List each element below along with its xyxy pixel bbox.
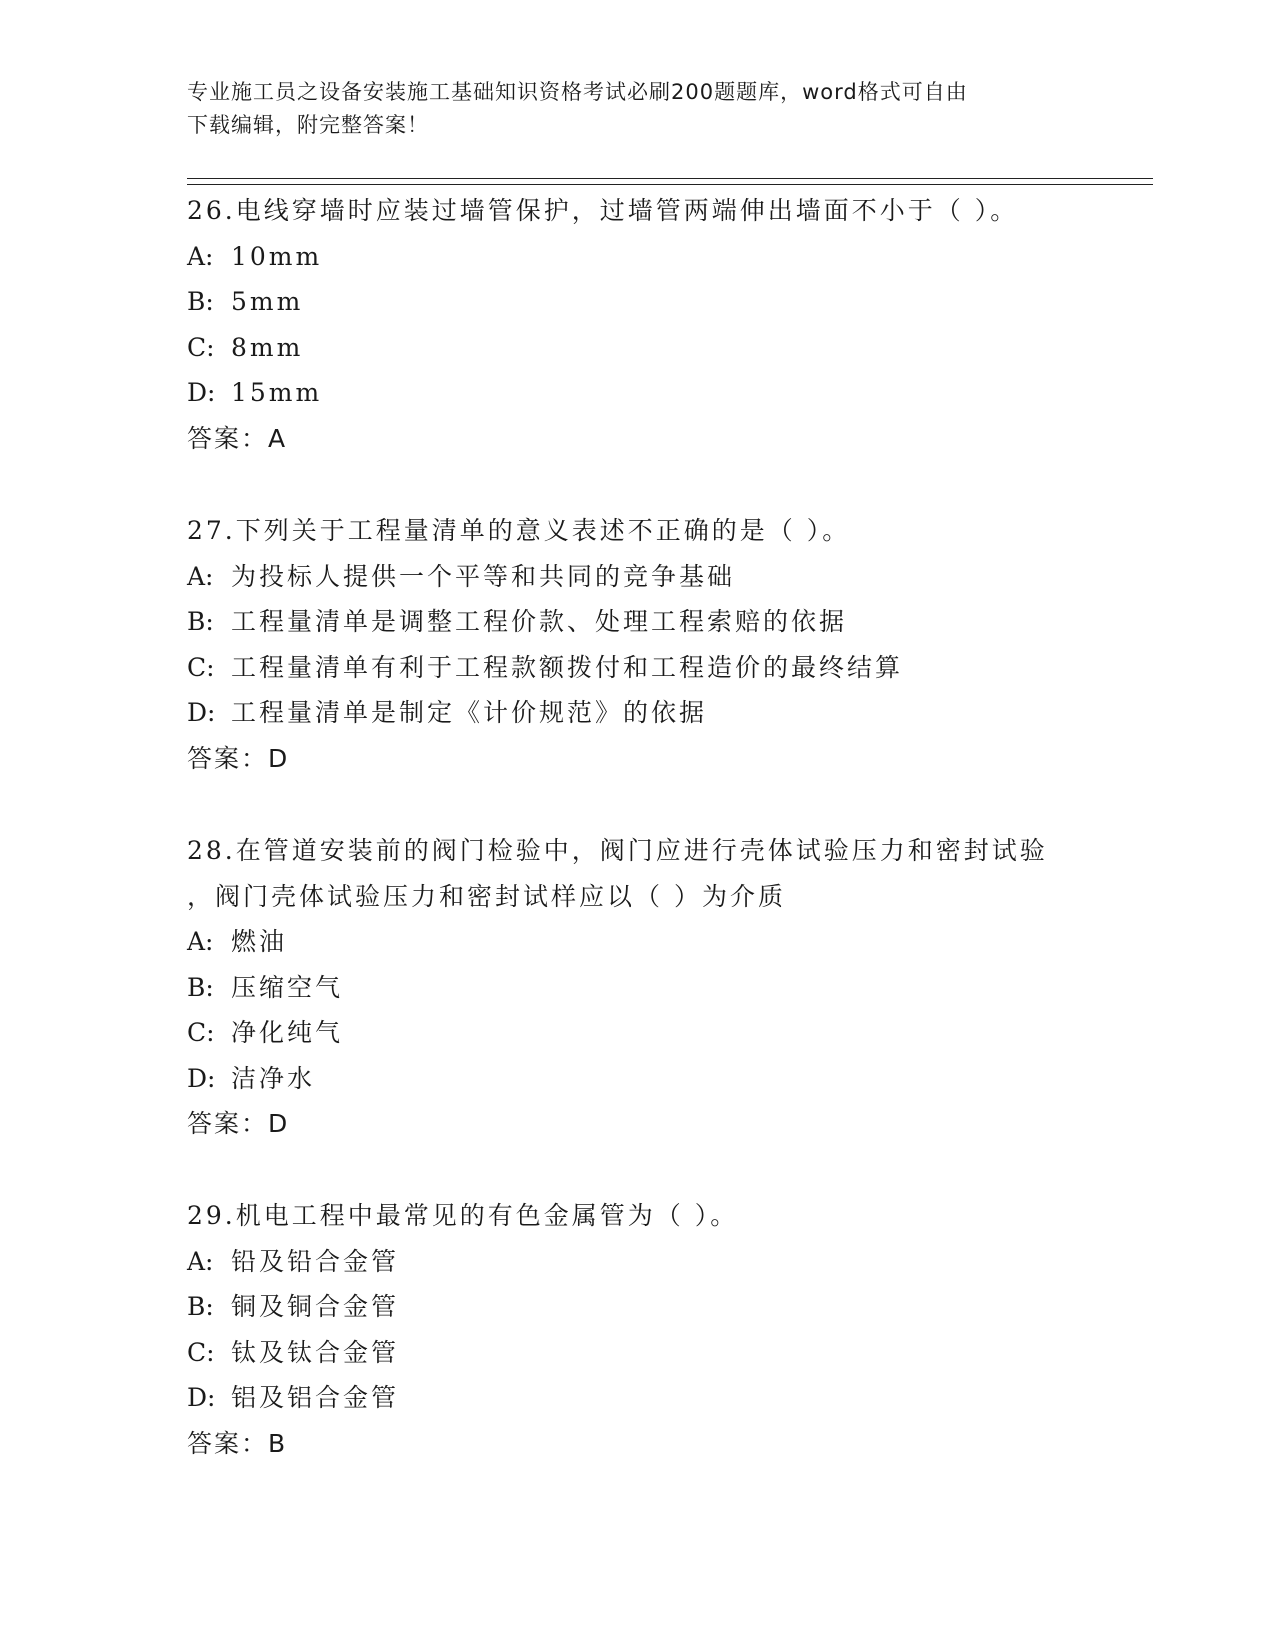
- option-key: D:: [187, 378, 216, 407]
- question-stem-line-1: 28.在管道安装前的阀门检验中，阀门应进行壳体试验压力和密封试验: [187, 836, 1048, 865]
- option-a: [187, 554, 1087, 600]
- option-key: D:: [187, 1383, 216, 1412]
- option-d: [187, 370, 1087, 416]
- option-text: 净化纯气: [231, 1018, 344, 1047]
- question-28: [187, 828, 1087, 1147]
- question-29: [187, 1193, 1087, 1466]
- question-27: [187, 508, 1087, 781]
- question-stem: 27.下列关于工程量清单的意义表述不正确的是（ ）。: [187, 516, 851, 545]
- option-key: C:: [187, 1018, 215, 1047]
- question-stem: 26.电线穿墙时应装过墙管保护，过墙管两端伸出墙面不小于（ ）。: [187, 196, 1019, 225]
- option-key: B:: [187, 287, 214, 316]
- answer-line: 答案：D: [187, 743, 290, 773]
- option-text: 10mm: [231, 241, 323, 271]
- option-key: B:: [187, 607, 214, 636]
- option-b: [187, 599, 1087, 645]
- option-text: 5mm: [231, 287, 304, 316]
- option-c: [187, 325, 1087, 371]
- option-key: D:: [187, 1063, 216, 1093]
- option-b: [187, 965, 1087, 1011]
- question-26: [187, 188, 1087, 461]
- option-key: B:: [187, 1292, 214, 1321]
- option-text: 压缩空气: [231, 972, 344, 1002]
- option-key: C:: [187, 652, 215, 682]
- option-text: 钛及钛合金管: [231, 1337, 400, 1367]
- header-line-2: 下载编辑，附完整答案！: [187, 113, 429, 137]
- answer-line: 答案：D: [187, 1109, 290, 1138]
- option-key: B:: [187, 972, 214, 1002]
- option-text: 工程量清单是调整工程价款、处理工程索赔的依据: [231, 607, 848, 636]
- option-text: 为投标人提供一个平等和共同的竞争基础: [231, 561, 736, 591]
- option-text: 燃油: [231, 927, 288, 956]
- option-text: 工程量清单有利于工程款额拨付和工程造价的最终结算: [231, 652, 904, 682]
- answer-line: 答案：A: [187, 423, 288, 453]
- question-stem-line-2: ，阀门壳体试验压力和密封试样应以（ ）为介质: [187, 881, 786, 911]
- option-key: A:: [187, 241, 214, 271]
- option-text: 铝及铝合金管: [231, 1383, 400, 1412]
- option-text: 铅及铅合金管: [231, 1246, 400, 1276]
- answer-line: 答案：B: [187, 1428, 288, 1458]
- option-a: [187, 234, 1087, 280]
- option-c: [187, 645, 1087, 691]
- option-text: 工程量清单是制定《计价规范》的依据: [231, 698, 708, 727]
- option-text: 8mm: [231, 332, 304, 362]
- header-divider-bottom: [187, 184, 1153, 185]
- option-text: 铜及铜合金管: [231, 1292, 400, 1321]
- option-d: [187, 1375, 1087, 1421]
- option-b: [187, 279, 1087, 325]
- document-header: [187, 76, 1087, 142]
- option-d: [187, 1056, 1087, 1102]
- header-divider-top: [187, 178, 1153, 179]
- option-c: [187, 1330, 1087, 1376]
- header-line-1: 专业施工员之设备安装施工基础知识资格考试必刷200题题库，word格式可自由: [187, 80, 968, 104]
- option-key: D:: [187, 698, 216, 727]
- option-key: A:: [187, 1246, 214, 1276]
- option-d: [187, 690, 1087, 736]
- option-key: C:: [187, 1337, 215, 1367]
- option-text: 15mm: [231, 378, 323, 407]
- option-key: C:: [187, 332, 215, 362]
- option-a: [187, 919, 1087, 965]
- option-key: A:: [187, 561, 214, 591]
- option-a: [187, 1239, 1087, 1285]
- question-stem: 29.机电工程中最常见的有色金属管为（ ）。: [187, 1201, 739, 1230]
- option-key: A:: [187, 927, 214, 956]
- option-text: 洁净水: [231, 1063, 316, 1093]
- option-c: [187, 1010, 1087, 1056]
- option-b: [187, 1284, 1087, 1330]
